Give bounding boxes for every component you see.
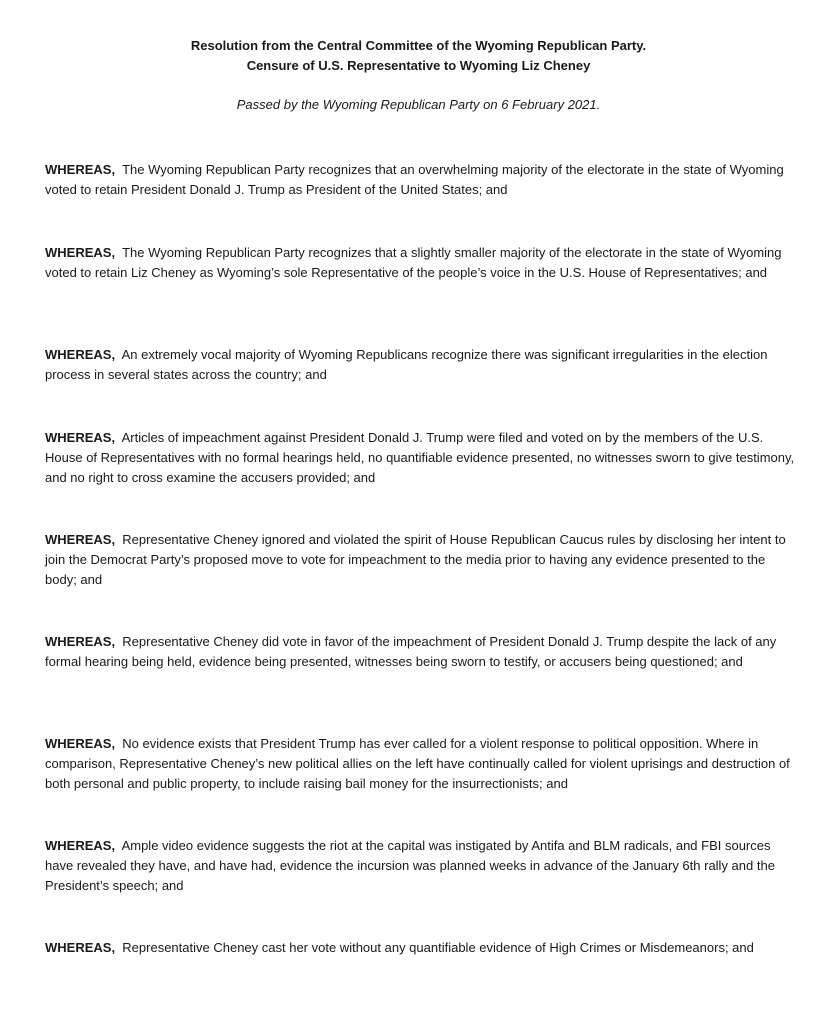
clause-text: The Wyoming Republican Party recognizes that a slightly smaller majority of the electorate in the state of Wyoming voted to retain Liz Cheney as Wyoming’s sole Representative of the people’s voice in the U.S. House of Representatives; and (45, 245, 782, 280)
clause-keyword: WHEREAS, (45, 736, 116, 751)
clause-text: Representative Cheney ignored and violated the spirit of House Republican Caucus rules by disclosing her intent to join the Democrat Party’s proposed move to vote for impeachment to the media prior to having any evidence presented to the body; and (45, 532, 786, 587)
whereas-clause (45, 428, 795, 488)
title-line-1: Resolution from the Central Committee of the Wyoming Republican Party. (190, 38, 647, 53)
whereas-clause (45, 243, 795, 283)
clause-keyword: WHEREAS, (45, 634, 116, 649)
whereas-clause (45, 530, 795, 590)
clause-keyword: WHEREAS, (45, 162, 116, 177)
clause-keyword: WHEREAS, (45, 347, 116, 362)
whereas-clause (45, 345, 795, 385)
clause-text: An extremely vocal majority of Wyoming Republicans recognize there was significant irregularities in the election process in several states across the country; and (45, 347, 768, 382)
clause-text: No evidence exists that President Trump has ever called for a violent response to political opposition. Where in comparison, Representative Cheney’s new political allies on the left have continually called for violent uprisings and destruction of both personal and public property, to include raising bail money for the insurrectionists; and (45, 736, 790, 791)
clause-text: Articles of impeachment against President Donald J. Trump were filed and voted on by the members of the U.S. House of Representatives with no formal hearings held, no quantifiable evidence presented, no witnesses sworn to give testimony, and no right to cross examine the accusers provided; and (45, 430, 795, 485)
clause-text: Representative Cheney cast her vote without any quantifiable evidence of High Crimes or Misdemeanors; and (122, 940, 754, 955)
clause-keyword: WHEREAS, (45, 838, 116, 853)
whereas-clause (45, 938, 795, 958)
clause-text: Ample video evidence suggests the riot at the capital was instigated by Antifa and BLM radicals, and FBI sources have revealed they have, and have had, evidence the incursion was planned weeks in advance of the January 6th rally and the President’s speech; and (45, 838, 775, 893)
clause-text: Representative Cheney did vote in favor of the impeachment of President Donald J. Trump despite the lack of any formal hearing being held, evidence being presented, witnesses being sworn to testify, or accusers being questioned; and (45, 634, 777, 669)
clause-keyword: WHEREAS, (45, 245, 116, 260)
whereas-clause (45, 160, 795, 200)
clause-keyword: WHEREAS, (45, 940, 116, 955)
document-header (0, 36, 837, 115)
clause-text: The Wyoming Republican Party recognizes that an overwhelming majority of the electorate in the state of Wyoming voted to retain President Donald J. Trump as President of the United States; and (45, 162, 784, 197)
clause-keyword: WHEREAS, (45, 430, 116, 445)
passed-date-line: Passed by the Wyoming Republican Party on 6 February 2021. (236, 97, 601, 112)
whereas-clause (45, 632, 795, 672)
whereas-clause (45, 734, 795, 794)
title-line-2: Censure of U.S. Representative to Wyoming Liz Cheney (246, 58, 591, 73)
clause-keyword: WHEREAS, (45, 532, 116, 547)
whereas-clause (45, 836, 795, 896)
